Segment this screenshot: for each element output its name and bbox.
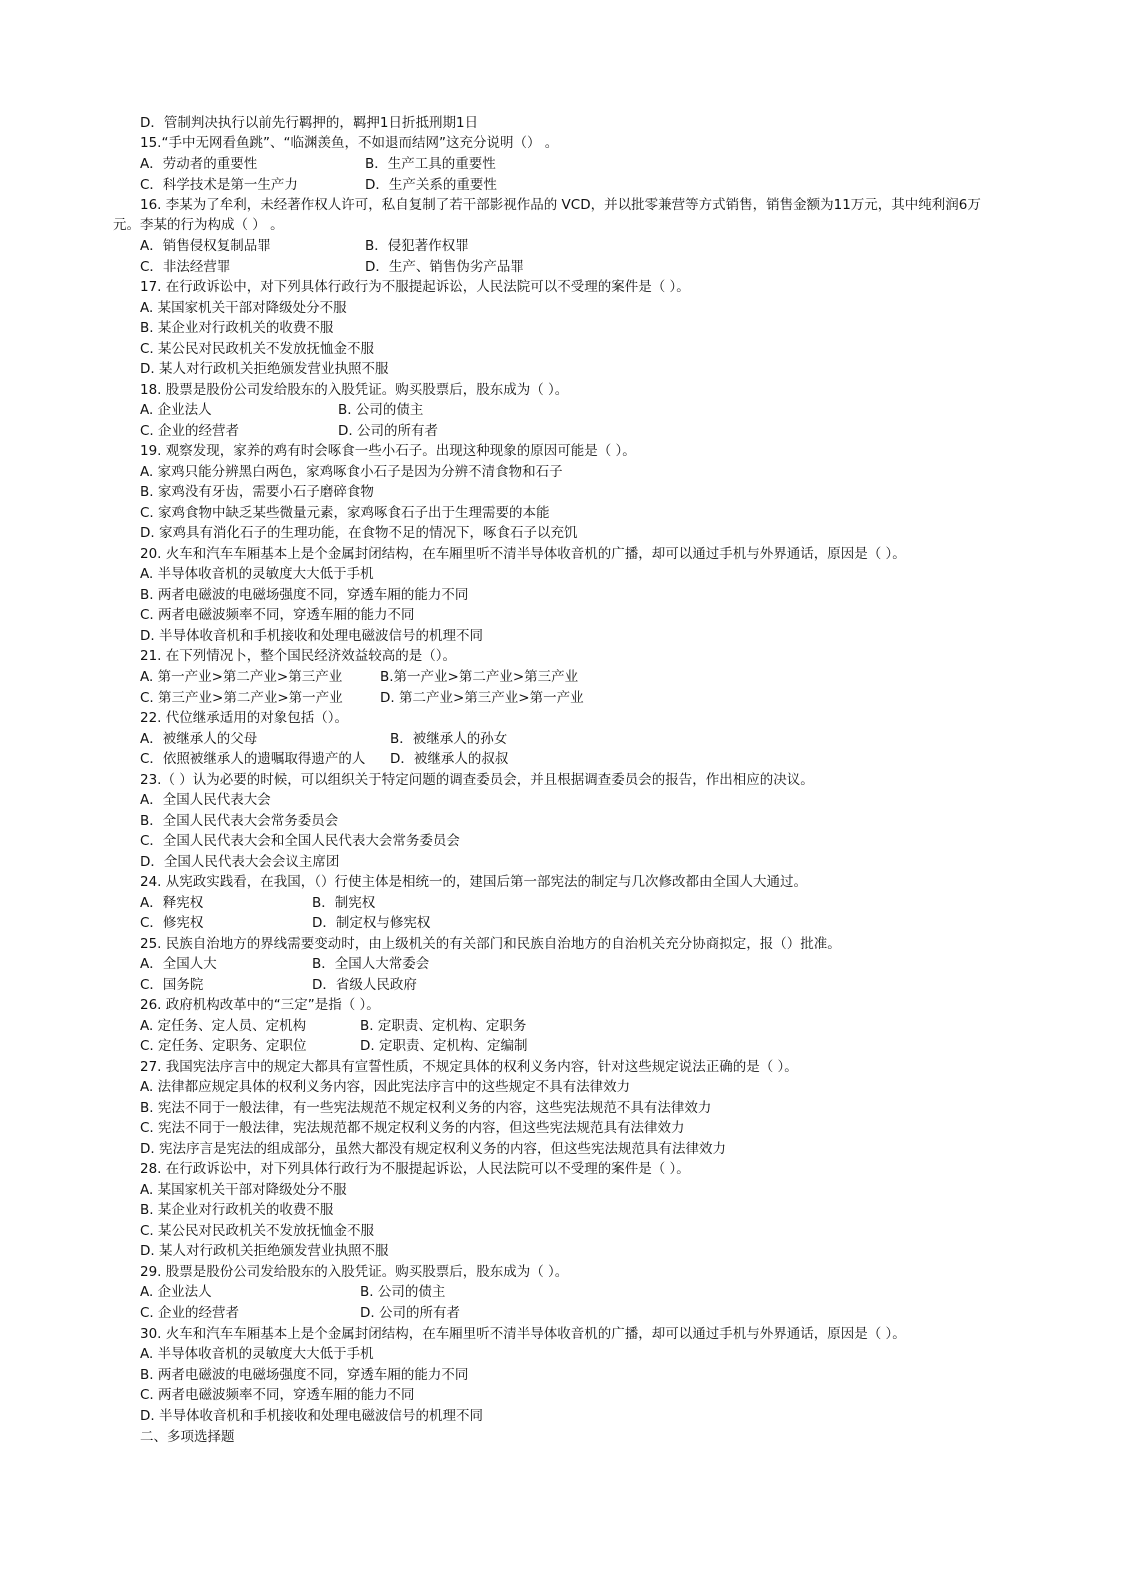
line-text: C. 两者电磁波频率不同，穿透车厢的能力不同 (140, 1387, 415, 1403)
question-30-stem (140, 1324, 906, 1344)
line-text: A. 某国家机关干部对降级处分不服 (140, 300, 347, 316)
option-b: B. 公司的债主 (338, 402, 424, 418)
line-text: D. 半导体收音机和手机接收和处理电磁波信号的机理不同 (140, 628, 483, 644)
question-28-option-d (140, 1241, 388, 1261)
question-25-options-cd (140, 975, 417, 995)
option-a: A. 企业法人 (140, 1284, 212, 1300)
question-29-options-ab (140, 1282, 446, 1302)
question-24-stem (140, 872, 807, 892)
question-20-option-a (140, 564, 374, 584)
option-d: D．省级人民政府 (312, 977, 417, 993)
line-text: B．全国人民代表大会常务委员会 (140, 813, 339, 829)
question-23-option-c (140, 831, 460, 851)
option-c: C．科学技术是第一生产力 (140, 177, 298, 193)
line-text: 26. 政府机构改革中的“三定”是指（ ）。 (140, 997, 380, 1013)
question-20-option-c (140, 605, 415, 625)
option-b: B．侵犯著作权罪 (365, 238, 469, 254)
line-text: D. 家鸡具有消化石子的生理功能，在食物不足的情况下，啄食石子以充饥 (140, 525, 578, 541)
option-d: D．生产、销售伪劣产品罪 (365, 259, 524, 275)
option-b: B．制宪权 (312, 895, 376, 911)
option-c: C．依照被继承人的遗嘱取得遗产的人 (140, 751, 366, 767)
section-heading-multiple-choice (140, 1427, 235, 1447)
question-19-option-c (140, 503, 550, 523)
option-a: A．劳动者的重要性 (140, 156, 258, 172)
line-text: C. 某公民对民政机关不发放抚恤金不服 (140, 341, 375, 357)
question-19-option-a (140, 462, 563, 482)
question-22-options-ab (140, 729, 508, 749)
line-text: B. 某企业对行政机关的收费不服 (140, 320, 334, 336)
question-27-option-d (140, 1139, 726, 1159)
question-16-options-ab (140, 236, 469, 256)
line-text: 18. 股票是股份公司发给股东的入股凭证。购买股票后，股东成为（ ）。 (140, 382, 569, 398)
line-text: 23.（ ）认为必要的时候，可以组织关于特定问题的调查委员会，并且根据调查委员会的报告，作出相应的决议。 (140, 772, 814, 788)
question-18-options-ab (140, 400, 424, 420)
line-text: A. 半导体收音机的灵敏度大大低于手机 (140, 1346, 374, 1362)
line-text: 元。李某的行为构成（ ） 。 (113, 217, 284, 233)
question-29-options-cd (140, 1303, 460, 1323)
option-d: D．被继承人的叔叔 (390, 751, 509, 767)
question-29-stem (140, 1262, 568, 1282)
question-23-option-d (140, 852, 339, 872)
line-text: B. 家鸡没有牙齿，需要小石子磨碎食物 (140, 484, 374, 500)
line-text: 17. 在行政诉讼中，对下列具体行政行为不服提起诉讼，人民法院可以不受理的案件是（ ）。 (140, 279, 690, 295)
question-26-stem (140, 995, 380, 1015)
question-17-option-d (140, 359, 388, 379)
question-28-option-b (140, 1200, 333, 1220)
line-text: D．管制判决执行以前先行羁押的，羁押1日折抵刑期1日 (140, 115, 479, 131)
option-a: A．全国人大 (140, 956, 217, 972)
option-b: B. 定职责、定机构、定职务 (360, 1018, 527, 1034)
line-text: B. 两者电磁波的电磁场强度不同，穿透车厢的能力不同 (140, 1367, 469, 1383)
line-text: 15.“手中无网看鱼跳”、“临渊羡鱼，不如退而结网”这充分说明（） 。 (140, 135, 559, 151)
option-c: C. 企业的经营者 (140, 1305, 240, 1321)
line-text: B. 宪法不同于一般法律，有一些宪法规范不规定权利义务的内容，这些宪法规范不具有法律效力 (140, 1100, 712, 1116)
question-19-option-b (140, 482, 374, 502)
question-21-options-cd (140, 688, 584, 708)
line-text: 28. 在行政诉讼中，对下列具体行政行为不服提起诉讼，人民法院可以不受理的案件是（ ）。 (140, 1161, 690, 1177)
question-20-option-d (140, 626, 483, 646)
question-17-stem (140, 277, 690, 297)
option-a: A．被继承人的父母 (140, 731, 258, 747)
line-text: 30. 火车和汽车车厢基本上是个金属封闭结构，在车厢里听不清半导体收音机的广播，却可以通过手机与外界通话，原因是（ ）。 (140, 1326, 906, 1342)
option-a: A．销售侵权复制品罪 (140, 238, 271, 254)
question-28-option-a (140, 1180, 347, 1200)
option-b: B.第一产业>第二产业>第三产业 (380, 669, 579, 685)
question-16-stem (140, 195, 981, 215)
option-c: C．修宪权 (140, 915, 204, 931)
option-d: D. 公司的所有者 (338, 423, 438, 439)
question-22-stem (140, 708, 348, 728)
option-a: A. 企业法人 (140, 402, 212, 418)
line-text: D. 半导体收音机和手机接收和处理电磁波信号的机理不同 (140, 1408, 483, 1424)
option-d: D．生产关系的重要性 (365, 177, 497, 193)
line-text: 24. 从宪政实践看，在我国，（）行使主体是相统一的，建国后第一部宪法的制定与几次修改都由全国人大通过。 (140, 874, 808, 890)
question-21-options-ab (140, 667, 579, 687)
question-19-option-d (140, 523, 577, 543)
line-text: 二、多项选择题 (140, 1429, 235, 1445)
question-15-options-cd (140, 175, 497, 195)
line-text: B. 两者电磁波的电磁场强度不同，穿透车厢的能力不同 (140, 587, 469, 603)
question-27-option-a (140, 1077, 630, 1097)
line-text: 20. 火车和汽车车厢基本上是个金属封闭结构，在车厢里听不清半导体收音机的广播，却可以通过手机与外界通话，原因是（ ）。 (140, 546, 906, 562)
line-text: B. 某企业对行政机关的收费不服 (140, 1202, 334, 1218)
question-19-stem (140, 441, 636, 461)
question-14-option-d (140, 113, 478, 133)
question-16-stem-wrap (113, 215, 284, 235)
line-text: A. 半导体收音机的灵敏度大大低于手机 (140, 566, 374, 582)
line-text: C. 某公民对民政机关不发放抚恤金不服 (140, 1223, 375, 1239)
question-27-stem (140, 1057, 798, 1077)
option-b: B．生产工具的重要性 (365, 156, 496, 172)
line-text: A．全国人民代表大会 (140, 792, 271, 808)
line-text: D．全国人民代表大会会议主席团 (140, 854, 340, 870)
line-text: C. 两者电磁波频率不同，穿透车厢的能力不同 (140, 607, 415, 623)
line-text: C. 宪法不同于一般法律，宪法规范都不规定权利义务的内容，但这些宪法规范具有法律效力 (140, 1120, 685, 1136)
option-c: C．国务院 (140, 977, 204, 993)
question-18-stem (140, 380, 568, 400)
question-27-option-b (140, 1098, 711, 1118)
question-23-option-a (140, 790, 271, 810)
question-28-option-c (140, 1221, 374, 1241)
line-text: A. 家鸡只能分辨黑白两色，家鸡啄食小石子是因为分辨不清食物和石子 (140, 464, 563, 480)
question-30-option-b (140, 1365, 468, 1385)
question-30-option-d (140, 1406, 483, 1426)
option-b: B. 公司的债主 (360, 1284, 446, 1300)
option-c: C．非法经营罪 (140, 259, 231, 275)
question-17-option-a (140, 298, 347, 318)
option-a: A. 第一产业>第二产业>第三产业 (140, 669, 343, 685)
question-23-option-b (140, 811, 338, 831)
question-25-stem (140, 934, 841, 954)
line-text: 27. 我国宪法序言中的规定大都具有宣誓性质，不规定具体的权利义务内容，针对这些规定说法正确的是（ ）。 (140, 1059, 798, 1075)
question-30-option-a (140, 1344, 374, 1364)
question-22-options-cd (140, 749, 509, 769)
line-text: 16. 李某为了牟利，未经著作权人许可，私自复制了若干部影视作品的 VCD，并以批零兼营等方式销售，销售金额为11万元，其中纯利润6万 (140, 197, 981, 213)
question-25-options-ab (140, 954, 430, 974)
question-27-option-c (140, 1118, 685, 1138)
line-text: 21. 在下列情况卜，整个国民经济效益较高的是（）。 (140, 648, 457, 664)
line-text: D. 宪法序言是宪法的组成部分，虽然大都没有规定权利义务的内容，但这些宪法规范具有法律效力 (140, 1141, 726, 1157)
option-d: D. 公司的所有者 (360, 1305, 460, 1321)
line-text: A. 法律都应规定具体的权利义务内容，因此宪法序言中的这些规定不具有法律效力 (140, 1079, 631, 1095)
question-17-option-c (140, 339, 374, 359)
line-text: D. 某人对行政机关拒绝颁发营业执照不服 (140, 361, 389, 377)
line-text: 22. 代位继承适用的对象包括（）。 (140, 710, 349, 726)
option-d: D. 定职责、定机构、定编制 (360, 1038, 528, 1054)
question-28-stem (140, 1159, 690, 1179)
option-a: A. 定任务、定人员、定机构 (140, 1018, 307, 1034)
question-20-option-b (140, 585, 468, 605)
question-17-option-b (140, 318, 333, 338)
question-24-options-ab (140, 893, 376, 913)
question-15-options-ab (140, 154, 496, 174)
question-26-options-ab (140, 1016, 527, 1036)
option-d: D. 第二产业>第三产业>第一产业 (380, 690, 584, 706)
question-20-stem (140, 544, 906, 564)
question-26-options-cd (140, 1036, 528, 1056)
line-text: C. 家鸡食物中缺乏某些微量元素，家鸡啄食石子出于生理需要的本能 (140, 505, 550, 521)
line-text: A. 某国家机关干部对降级处分不服 (140, 1182, 347, 1198)
question-18-options-cd (140, 421, 438, 441)
option-d: D．制定权与修宪权 (312, 915, 431, 931)
question-24-options-cd (140, 913, 431, 933)
question-15-stem (140, 133, 558, 153)
option-c: C. 企业的经营者 (140, 423, 240, 439)
question-23-stem (140, 770, 814, 790)
line-text: 29. 股票是股份公司发给股东的入股凭证。购买股票后，股东成为（ ）。 (140, 1264, 569, 1280)
line-text: 19. 观察发现，家养的鸡有时会啄食一些小石子。出现这种现象的原因可能是（ ）。 (140, 443, 636, 459)
question-21-stem (140, 646, 456, 666)
option-b: B．被继承人的孙女 (390, 731, 508, 747)
line-text: C．全国人民代表大会和全国人民代表大会常务委员会 (140, 833, 460, 849)
question-30-option-c (140, 1385, 415, 1405)
question-16-options-cd (140, 257, 524, 277)
option-c: C. 第三产业>第二产业>第一产业 (140, 690, 343, 706)
option-c: C. 定任务、定职务、定职位 (140, 1038, 307, 1054)
option-b: B．全国人大常委会 (312, 956, 430, 972)
line-text: 25. 民族自治地方的界线需要变动时，由上级机关的有关部门和民族自治地方的自治机关充分协商拟定，报（）批准。 (140, 936, 841, 952)
option-a: A．释宪权 (140, 895, 204, 911)
line-text: D. 某人对行政机关拒绝颁发营业执照不服 (140, 1243, 389, 1259)
